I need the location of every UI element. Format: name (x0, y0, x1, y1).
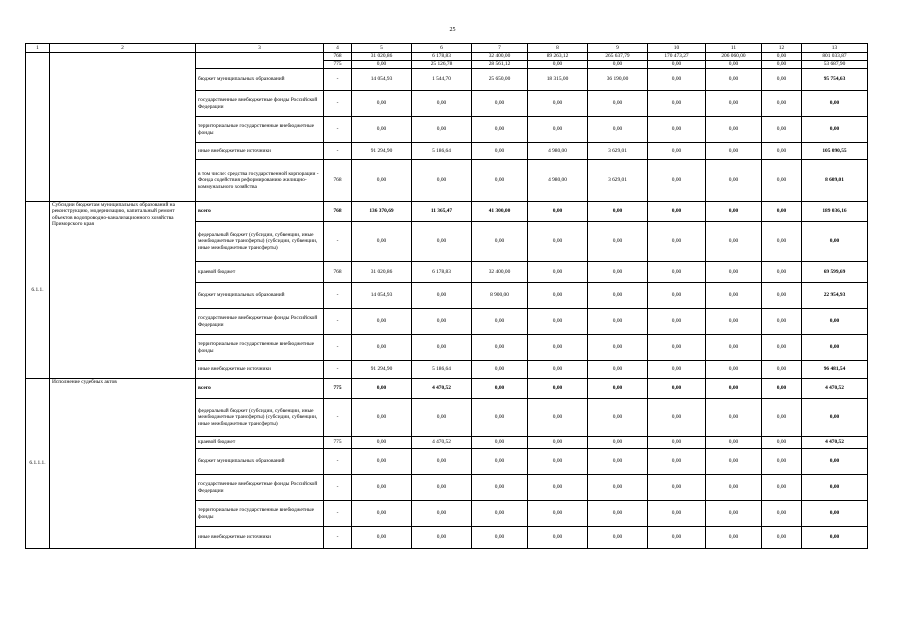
value-cell: 0,00 (762, 160, 802, 202)
value-cell: 0,00 (588, 449, 648, 475)
value-cell: 0,00 (588, 222, 648, 262)
item-number-cell: 6.1.1.1. (26, 379, 50, 549)
value-cell: 0,00 (762, 335, 802, 361)
value-cell: 0,00 (706, 527, 762, 549)
total-cell: 95 754,63 (802, 69, 868, 91)
code-cell: 775 (324, 437, 352, 449)
value-cell: 0,00 (762, 117, 802, 143)
value-cell: 0,00 (528, 309, 588, 335)
value-cell: 0,00 (352, 160, 412, 202)
budget-table (25, 43, 868, 549)
source-cell: всего (196, 202, 324, 222)
value-cell: 0,00 (472, 399, 528, 437)
total-cell: 0,00 (802, 309, 868, 335)
value-cell: 0,00 (706, 309, 762, 335)
value-cell: 0,00 (648, 501, 706, 527)
code-cell: 768 (324, 160, 352, 202)
column-number: 6 (412, 44, 472, 53)
value-cell: 0,00 (706, 501, 762, 527)
value-cell: 0,00 (648, 160, 706, 202)
value-cell: 0,00 (472, 437, 528, 449)
value-cell: 0,00 (762, 437, 802, 449)
value-cell: 0,00 (352, 449, 412, 475)
value-cell: 0,00 (648, 449, 706, 475)
total-cell: 4 470,52 (802, 379, 868, 399)
code-cell: - (324, 222, 352, 262)
value-cell: 0,00 (352, 475, 412, 501)
value-cell: 32 400,00 (472, 53, 528, 61)
value-cell: 0,00 (648, 309, 706, 335)
value-cell: 0,00 (706, 61, 762, 69)
code-cell: - (324, 335, 352, 361)
value-cell: 0,00 (762, 222, 802, 262)
value-cell: 0,00 (412, 222, 472, 262)
value-cell: 0,00 (648, 527, 706, 549)
column-number: 8 (528, 44, 588, 53)
value-cell: 4 470,52 (412, 379, 472, 399)
total-cell: 22 954,93 (802, 283, 868, 309)
source-cell: иные внебюджетные источники (196, 361, 324, 379)
value-cell: 0,00 (528, 361, 588, 379)
page-number: 25 (449, 27, 456, 33)
source-cell: территориальные государственные внебюджетные фонды (196, 335, 324, 361)
value-cell: 0,00 (472, 160, 528, 202)
value-cell: 0,00 (352, 91, 412, 117)
value-cell: 0,00 (528, 501, 588, 527)
value-cell: 0,00 (588, 283, 648, 309)
value-cell: 0,00 (648, 379, 706, 399)
total-cell: 8 609,01 (802, 160, 868, 202)
total-cell: 0,00 (802, 449, 868, 475)
total-cell: 105 090,55 (802, 143, 868, 160)
value-cell: 14 054,93 (352, 283, 412, 309)
value-cell: 0,00 (648, 222, 706, 262)
code-cell: - (324, 475, 352, 501)
code-cell: 768 (324, 202, 352, 222)
value-cell: 0,00 (352, 222, 412, 262)
column-number: 2 (50, 44, 196, 53)
value-cell: 0,00 (352, 501, 412, 527)
value-cell: 31 020,86 (352, 53, 412, 61)
value-cell: 0,00 (588, 501, 648, 527)
value-cell: 0,00 (412, 160, 472, 202)
value-cell: 41 300,00 (472, 202, 528, 222)
value-cell: 0,00 (472, 361, 528, 379)
value-cell: 0,00 (588, 475, 648, 501)
value-cell: 0,00 (412, 91, 472, 117)
value-cell: 4 980,00 (528, 160, 588, 202)
value-cell: 0,00 (588, 335, 648, 361)
source-cell: государственные внебюджетные фонды Российской Федерации (196, 309, 324, 335)
total-cell: 0,00 (802, 501, 868, 527)
value-cell: 0,00 (762, 283, 802, 309)
column-number: 5 (352, 44, 412, 53)
value-cell: 0,00 (762, 449, 802, 475)
source-cell: краевой бюджет (196, 262, 324, 283)
total-cell: 0,00 (802, 335, 868, 361)
value-cell: 0,00 (528, 222, 588, 262)
column-number: 11 (706, 44, 762, 53)
value-cell: 0,00 (528, 202, 588, 222)
value-cell: 0,00 (648, 61, 706, 69)
value-cell: 0,00 (588, 361, 648, 379)
total-cell: 801 033,87 (802, 53, 868, 61)
table-row (26, 53, 868, 61)
value-cell: 0,00 (528, 527, 588, 549)
value-cell: 0,00 (706, 202, 762, 222)
code-cell: - (324, 449, 352, 475)
value-cell: 0,00 (762, 262, 802, 283)
value-cell: 0,00 (762, 501, 802, 527)
value-cell: 91 294,90 (352, 143, 412, 160)
value-cell: 31 020,86 (352, 262, 412, 283)
value-cell: 206 060,00 (706, 53, 762, 61)
value-cell: 0,00 (412, 399, 472, 437)
total-cell: 96 481,54 (802, 361, 868, 379)
value-cell: 0,00 (412, 501, 472, 527)
value-cell: 0,00 (528, 399, 588, 437)
value-cell: 0,00 (706, 91, 762, 117)
code-cell: - (324, 143, 352, 160)
value-cell: 0,00 (528, 283, 588, 309)
value-cell: 0,00 (588, 309, 648, 335)
value-cell: 0,00 (352, 527, 412, 549)
value-cell: 0,00 (648, 117, 706, 143)
total-cell: 189 036,16 (802, 202, 868, 222)
value-cell: 0,00 (472, 143, 528, 160)
value-cell: 0,00 (352, 335, 412, 361)
column-number: 13 (802, 44, 868, 53)
value-cell: 4 470,52 (412, 437, 472, 449)
value-cell: 32 400,00 (472, 262, 528, 283)
code-cell: - (324, 309, 352, 335)
value-cell: 6 178,83 (412, 262, 472, 283)
column-number: 1 (26, 44, 50, 53)
total-cell: 53 687,90 (802, 61, 868, 69)
value-cell: 14 054,93 (352, 69, 412, 91)
value-cell: 0,00 (706, 379, 762, 399)
value-cell: 0,00 (648, 437, 706, 449)
item-number-cell: 6.1.1. (26, 202, 50, 379)
value-cell: 0,00 (352, 61, 412, 69)
value-cell: 0,00 (648, 399, 706, 437)
value-cell: 0,00 (762, 399, 802, 437)
total-cell: 0,00 (802, 222, 868, 262)
value-cell: 0,00 (472, 527, 528, 549)
source-cell: федеральный бюджет (субсидии, субвенции, иные межбюджетные трансферты) (субсидии, субвенции, иные межбюджетные трансферты) (196, 399, 324, 437)
value-cell: 0,00 (648, 91, 706, 117)
item-title-cell (50, 53, 196, 202)
value-cell: 0,00 (352, 437, 412, 449)
source-cell: бюджет муниципальных образований (196, 69, 324, 91)
value-cell: 0,00 (588, 61, 648, 69)
value-cell: 0,00 (472, 222, 528, 262)
table-row (26, 202, 868, 222)
value-cell: 0,00 (706, 475, 762, 501)
value-cell: 0,00 (706, 262, 762, 283)
value-cell: 0,00 (648, 262, 706, 283)
code-cell: - (324, 69, 352, 91)
source-cell: государственные внебюджетные фонды Российской Федерации (196, 475, 324, 501)
value-cell: 0,00 (648, 69, 706, 91)
value-cell: 0,00 (762, 61, 802, 69)
source-cell: в том числе: средства государственной корпорации - Фонда содействия реформированию жилищно-коммунального хозяйства (196, 160, 324, 202)
value-cell: 0,00 (706, 160, 762, 202)
value-cell: 0,00 (762, 143, 802, 160)
value-cell: 0,00 (588, 91, 648, 117)
value-cell: 0,00 (472, 449, 528, 475)
value-cell: 0,00 (588, 527, 648, 549)
value-cell: 0,00 (706, 361, 762, 379)
value-cell: 8 900,00 (472, 283, 528, 309)
value-cell: 0,00 (472, 309, 528, 335)
value-cell: 0,00 (588, 379, 648, 399)
code-cell: - (324, 117, 352, 143)
value-cell: 0,00 (706, 143, 762, 160)
code-cell: 768 (324, 53, 352, 61)
value-cell: 0,00 (472, 335, 528, 361)
value-cell: 0,00 (528, 91, 588, 117)
value-cell: 0,00 (528, 449, 588, 475)
value-cell: 0,00 (528, 475, 588, 501)
value-cell: 0,00 (352, 309, 412, 335)
value-cell: 0,00 (412, 475, 472, 501)
value-cell: 0,00 (472, 475, 528, 501)
total-cell: 0,00 (802, 475, 868, 501)
value-cell: 0,00 (648, 335, 706, 361)
value-cell: 0,00 (528, 61, 588, 69)
code-cell: 775 (324, 379, 352, 399)
value-cell: 0,00 (528, 379, 588, 399)
source-cell: всего (196, 379, 324, 399)
value-cell: 265 637,79 (588, 53, 648, 61)
value-cell: 0,00 (648, 283, 706, 309)
value-cell: 0,00 (412, 309, 472, 335)
column-number: 7 (472, 44, 528, 53)
value-cell: 4 980,00 (528, 143, 588, 160)
value-cell: 28 561,12 (472, 61, 528, 69)
value-cell: 0,00 (762, 361, 802, 379)
value-cell: 0,00 (472, 91, 528, 117)
value-cell: 0,00 (528, 262, 588, 283)
item-title-cell: Исполнение судебных актов (50, 379, 196, 549)
code-cell: - (324, 501, 352, 527)
code-cell: - (324, 399, 352, 437)
column-number: 10 (648, 44, 706, 53)
value-cell: 0,00 (648, 475, 706, 501)
column-number-row (26, 44, 868, 53)
value-cell: 0,00 (762, 527, 802, 549)
total-cell: 0,00 (802, 117, 868, 143)
value-cell: 0,00 (528, 437, 588, 449)
value-cell: 89 263,12 (528, 53, 588, 61)
source-cell: бюджет муниципальных образований (196, 449, 324, 475)
value-cell: 0,00 (762, 69, 802, 91)
value-cell: 11 365,47 (412, 202, 472, 222)
value-cell: 0,00 (706, 222, 762, 262)
value-cell: 91 294,90 (352, 361, 412, 379)
total-cell: 0,00 (802, 91, 868, 117)
value-cell: 6 178,83 (412, 53, 472, 61)
value-cell: 0,00 (352, 399, 412, 437)
table-row (26, 379, 868, 399)
value-cell: 0,00 (762, 309, 802, 335)
value-cell: 0,00 (762, 53, 802, 61)
value-cell: 0,00 (706, 449, 762, 475)
value-cell: 0,00 (648, 361, 706, 379)
value-cell: 18 315,00 (528, 69, 588, 91)
value-cell: 0,00 (762, 202, 802, 222)
value-cell: 0,00 (762, 379, 802, 399)
item-number-cell (26, 53, 50, 202)
total-cell: 0,00 (802, 527, 868, 549)
value-cell: 0,00 (412, 335, 472, 361)
column-number: 3 (196, 44, 324, 53)
source-cell: территориальные государственные внебюджетные фонды (196, 117, 324, 143)
value-cell: 0,00 (706, 69, 762, 91)
source-cell: территориальные государственные внебюджетные фонды (196, 501, 324, 527)
source-cell (196, 53, 324, 69)
code-cell: 768 (324, 262, 352, 283)
value-cell: 0,00 (472, 379, 528, 399)
value-cell: 0,00 (528, 117, 588, 143)
value-cell: 0,00 (706, 399, 762, 437)
code-cell: - (324, 283, 352, 309)
value-cell: 0,00 (472, 117, 528, 143)
value-cell: 0,00 (762, 91, 802, 117)
value-cell: 0,00 (762, 475, 802, 501)
source-cell: иные внебюджетные источники (196, 143, 324, 160)
source-cell: иные внебюджетные источники (196, 527, 324, 549)
item-title-cell: Субсидии бюджетам муниципальных образований на реконструкцию, модернизацию, капитальный ремонт объектов водопроводно-канализационного хозяйства Приморского края (50, 202, 196, 379)
value-cell: 0,00 (412, 527, 472, 549)
value-cell: 0,00 (412, 117, 472, 143)
value-cell: 0,00 (588, 202, 648, 222)
total-cell: 4 470,52 (802, 437, 868, 449)
value-cell: 0,00 (588, 399, 648, 437)
value-cell: 0,00 (588, 262, 648, 283)
value-cell: 0,00 (528, 335, 588, 361)
code-cell: - (324, 361, 352, 379)
value-cell: 5 186,64 (412, 143, 472, 160)
total-cell: 69 599,69 (802, 262, 868, 283)
total-cell: 0,00 (802, 399, 868, 437)
value-cell: 0,00 (648, 202, 706, 222)
value-cell: 25 126,78 (412, 61, 472, 69)
value-cell: 0,00 (706, 283, 762, 309)
value-cell: 3 629,01 (588, 143, 648, 160)
value-cell: 5 186,64 (412, 361, 472, 379)
code-cell: - (324, 527, 352, 549)
value-cell: 0,00 (412, 449, 472, 475)
value-cell: 0,00 (412, 283, 472, 309)
value-cell: 170 473,27 (648, 53, 706, 61)
code-cell: 775 (324, 61, 352, 69)
value-cell: 25 650,00 (472, 69, 528, 91)
column-number: 12 (762, 44, 802, 53)
code-cell: - (324, 91, 352, 117)
value-cell: 1 544,70 (412, 69, 472, 91)
value-cell: 0,00 (352, 117, 412, 143)
value-cell: 0,00 (706, 437, 762, 449)
value-cell: 136 370,69 (352, 202, 412, 222)
value-cell: 3 629,01 (588, 160, 648, 202)
value-cell: 0,00 (588, 437, 648, 449)
value-cell: 0,00 (352, 379, 412, 399)
value-cell: 0,00 (648, 143, 706, 160)
value-cell: 0,00 (472, 501, 528, 527)
source-cell: краевой бюджет (196, 437, 324, 449)
column-number: 4 (324, 44, 352, 53)
source-cell: федеральный бюджет (субсидии, субвенции, иные межбюджетные трансферты) (субсидии, субвенции, иные межбюджетные трансферты) (196, 222, 324, 262)
column-number: 9 (588, 44, 648, 53)
value-cell: 0,00 (706, 117, 762, 143)
value-cell: 0,00 (588, 117, 648, 143)
value-cell: 0,00 (706, 335, 762, 361)
source-cell: государственные внебюджетные фонды Российской Федерации (196, 91, 324, 117)
source-cell: бюджет муниципальных образований (196, 283, 324, 309)
value-cell: 36 190,00 (588, 69, 648, 91)
